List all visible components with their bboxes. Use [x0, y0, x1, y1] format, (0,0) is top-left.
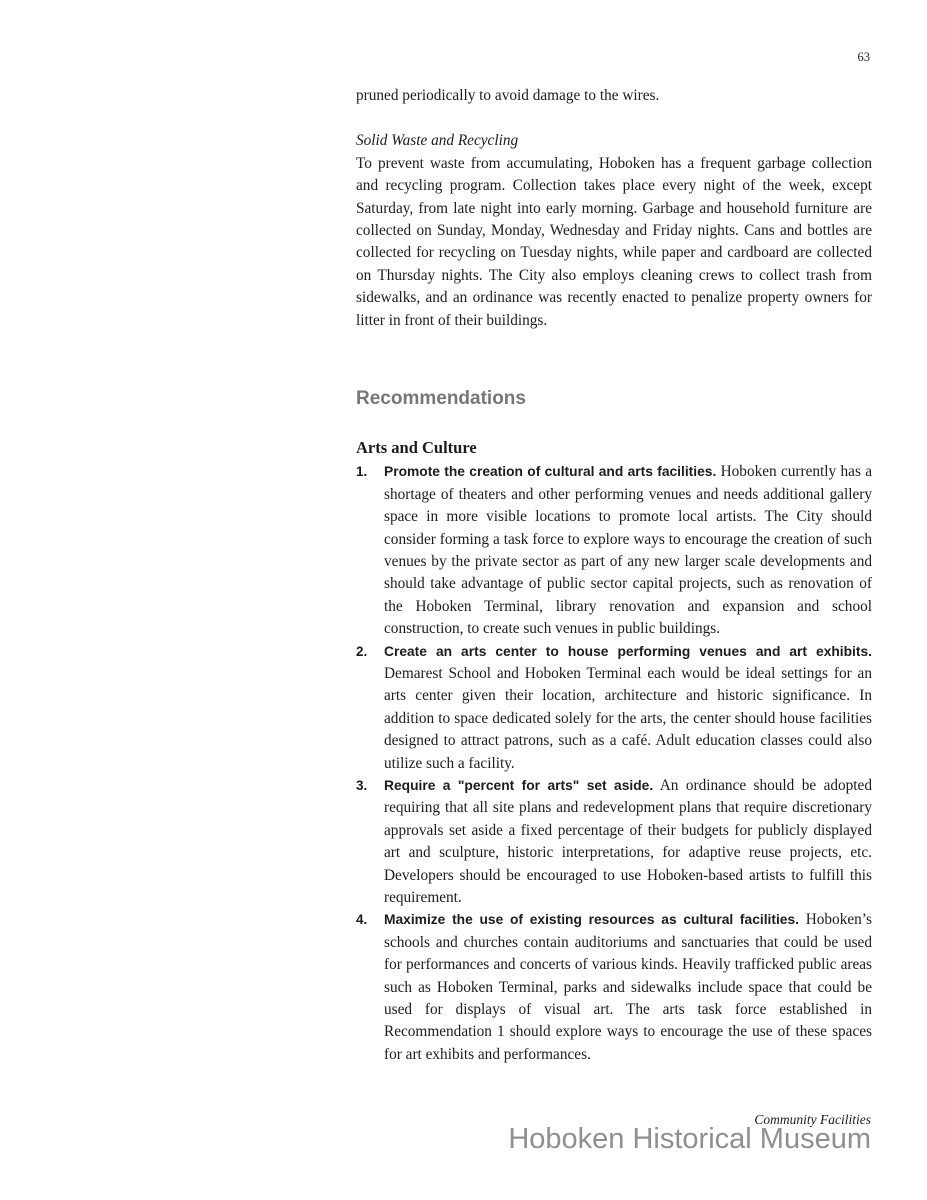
- item-lead: Maximize the use of existing resources as cultural facilities.: [384, 912, 799, 928]
- solid-waste-paragraph: To prevent waste from accumulating, Hoboken has a frequent garbage collection and recycling program. Collection takes place every night of the week, except Saturday, from late night into early morning. Garbage and household furniture are collected on Sunday, Monday, Wednesday and Friday nights. Cans and bottles are collected for recycling on Tuesday nights, while paper and cardboard are collected on Thursday nights. The City also employs cleaning crews to collect trash from sidewalks, and an ordinance was recently enacted to penalize property owners for litter in front of their buildings.: [356, 154, 872, 329]
- page-number: 63: [857, 50, 870, 64]
- list-item: [356, 775, 872, 909]
- list-item: [356, 641, 872, 775]
- item-number: 3.: [356, 777, 368, 793]
- arts-and-culture-heading: Arts and Culture: [356, 437, 477, 457]
- subsection-heading-solid-waste: Solid Waste and Recycling: [356, 132, 519, 150]
- watermark-hoboken-historical-museum: Hoboken Historical Museum: [508, 1123, 871, 1156]
- item-text: An ordinance should be adopted requiring that all site plans and redevelopment plans that require discretionary approvals set aside a fixed percentage of their budgets for publicly displayed art and sculpture, historic interpretations, for adaptive reuse projects, etc. Developers should be encouraged to use Hoboken-based artists to fulfill this requirement.: [384, 776, 872, 907]
- page-content: [356, 85, 872, 1066]
- recommendations-list: [356, 461, 872, 1066]
- footer-section-label: Community Facilities: [754, 1112, 871, 1127]
- item-text: Demarest School and Hoboken Terminal each would be ideal settings for an arts center given their location, architecture and historic significance. In addition to space dedicated solely for the arts, the center should house facilities designed to attract patrons, such as a café. Adult education classes could also utilize such a facility.: [384, 664, 872, 772]
- carryover-paragraph-line: pruned periodically to avoid damage to the wires.: [356, 87, 660, 104]
- item-number: 1.: [356, 464, 368, 480]
- item-number: 4.: [356, 912, 368, 928]
- list-item: [356, 909, 872, 1066]
- item-lead: Require a "percent for arts" set aside.: [384, 777, 654, 793]
- page-footer: [508, 1112, 871, 1154]
- item-lead: Promote the creation of cultural and arts facilities.: [384, 464, 717, 480]
- list-item: [356, 461, 872, 640]
- recommendations-heading: Recommendations: [356, 388, 526, 410]
- item-text: Hoboken’s schools and churches contain auditoriums and sanctuaries that could be used for performances and concerts of various kinds. Heavily trafficked public areas such as Hoboken Terminal, parks and sidewalks include space that could be used for displays of visual art. The arts task force established in Recommendation 1 should explore ways to encourage the use of these spaces for art exhibits and performances.: [384, 911, 872, 1063]
- item-text: Hoboken currently has a shortage of theaters and other performing venues and needs additional gallery space in more visible locations to promote local artists. The City should consider forming a task force to explore ways to encourage the creation of such venues by the private sector as part of any new larger scale developments and should take advantage of public sector capital projects, such as renovation of the Hoboken Terminal, library renovation and expansion and school construction, to create such venues in public buildings.: [384, 463, 873, 638]
- item-lead: Create an arts center to house performing venues and art exhibits.: [384, 643, 872, 659]
- item-number: 2.: [356, 643, 368, 659]
